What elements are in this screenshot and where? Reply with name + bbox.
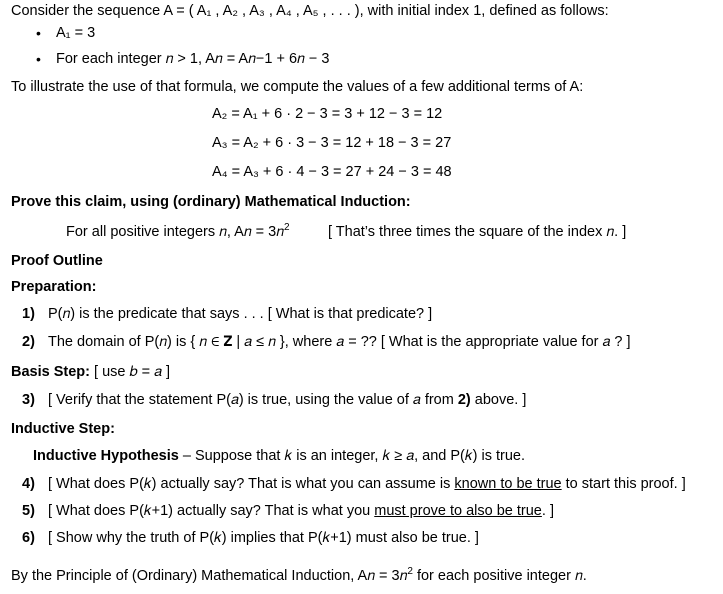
conclusion-main: By the Principle of (Ordinary) Mathematical Induction, A𝑛 = 3𝑛: [11, 568, 408, 584]
claim-line: [66, 223, 290, 241]
calc-line-a3: A₃ = A₂ + 6 · 3 − 3 = 12 + 18 − 3 = 27: [212, 135, 452, 151]
intro-text: Consider the sequence A = ( A₁ , A₂ , A₃ , A₄ , A₅ , . . . ), with initial index 1, defined as follows:: [11, 3, 609, 19]
item-4-text: [48, 475, 686, 493]
prove-heading: Prove this claim, using (ordinary) Mathematical Induction:: [11, 194, 411, 210]
item-5-text-a: [ What does P(𝑘+1) actually say? That is what you: [48, 503, 375, 519]
claim-note: [ That’s three times the square of the index 𝑛. ]: [328, 224, 627, 240]
bullet-2-glyph: •: [36, 51, 41, 67]
basis-text: [ use 𝑏 = 𝑎 ]: [89, 364, 171, 380]
illustrate-text: To illustrate the use of that formula, we compute the values of a few additional terms of A:: [11, 79, 584, 95]
hypothesis-line: [33, 447, 525, 465]
item-4-number: 4): [22, 476, 35, 492]
item-3-text-a: [ Verify that the statement P(𝑎) is true, using the value of 𝑎 from: [48, 392, 458, 408]
item-5-text-b: . ]: [541, 503, 554, 519]
bullet-1-text: A₁ = 3: [56, 25, 96, 41]
item-4-text-b: to start this proof. ]: [561, 476, 686, 492]
bullet-1-glyph: •: [36, 25, 41, 41]
calc-line-a2: A₂ = A₁ + 6 · 2 − 3 = 3 + 12 − 3 = 12: [212, 106, 443, 122]
preparation-heading: Preparation:: [11, 279, 97, 295]
item-5-number: 5): [22, 503, 35, 519]
conclusion-tail: for each positive integer 𝑛.: [412, 568, 587, 584]
item-6-number: 6): [22, 530, 35, 546]
item-6-text: [ Show why the truth of P(𝑘) implies that P(𝑘+1) must also be true. ]: [48, 530, 479, 546]
claim-main: For all positive integers 𝑛, A𝑛 = 3𝑛: [66, 224, 284, 240]
item-1-text: P(𝑛) is the predicate that says . . . [ What is that predicate? ]: [48, 306, 433, 322]
item-1-number: 1): [22, 306, 35, 322]
conclusion-exponent: 2: [407, 566, 413, 578]
basis-label: Basis Step:: [11, 364, 90, 380]
item-3-text: [48, 391, 526, 409]
item-3-number: 3): [22, 392, 35, 408]
item-2-number: 2): [22, 334, 35, 350]
hypothesis-text: – Suppose that 𝑘 is an integer, 𝑘 ≥ 𝑎, and P(𝑘) is true.: [178, 448, 525, 464]
inductive-step-heading: Inductive Step:: [11, 421, 115, 437]
conclusion-line: [11, 567, 587, 585]
basis-line: [11, 363, 170, 381]
item-3-ref: 2): [457, 392, 471, 408]
item-4-text-a: [ What does P(𝑘) actually say? That is what you can assume is: [48, 476, 455, 492]
calc-line-a4: A₄ = A₃ + 6 · 4 − 3 = 27 + 24 − 3 = 48: [212, 164, 452, 180]
item-4-underlined: known to be true: [454, 476, 562, 492]
bullet-2-text: For each integer 𝑛 > 1, A𝑛 = A𝑛−1 + 6𝑛 − 3: [56, 51, 330, 67]
item-2-text: The domain of P(𝑛) is { 𝑛 ∈ 𝐙 | 𝑎 ≤ 𝑛 }, where 𝑎 = ?? [ What is the appropriate value for 𝑎 ? ]: [48, 334, 631, 350]
proof-outline-heading: Proof Outline: [11, 253, 103, 269]
item-3-text-b: above. ]: [470, 392, 527, 408]
claim-exponent: 2: [284, 222, 290, 234]
hypothesis-label: Inductive Hypothesis: [33, 448, 179, 464]
item-5-underlined: must prove to also be true: [374, 503, 542, 519]
item-5-text: [48, 502, 554, 520]
